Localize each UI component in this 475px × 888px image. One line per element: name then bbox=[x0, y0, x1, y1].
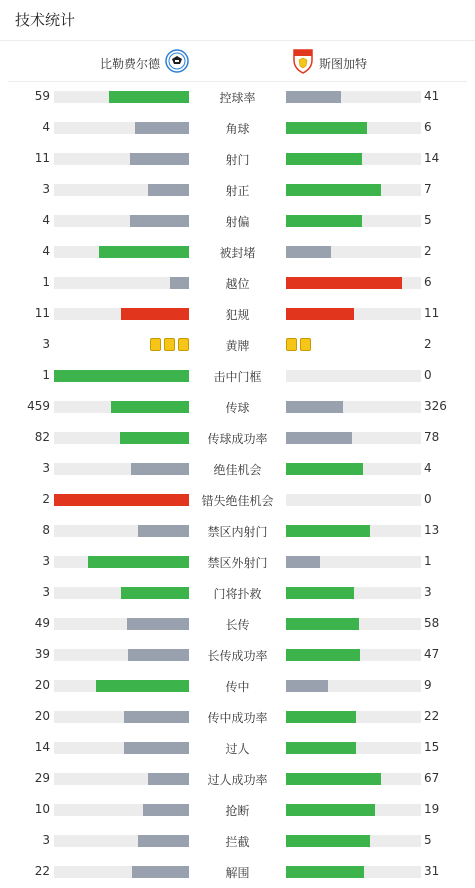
stat-label: 过人 bbox=[225, 742, 250, 756]
stat-label: 禁区外射门 bbox=[207, 556, 268, 570]
away-stat-value: 58 bbox=[424, 616, 440, 630]
stat-row bbox=[0, 87, 475, 107]
away-stat-bar-fill bbox=[286, 463, 363, 475]
away-stat-value: 31 bbox=[424, 864, 440, 878]
home-stat-bar-fill bbox=[88, 556, 189, 568]
away-stat-bar-fill bbox=[286, 773, 381, 785]
home-stat-bar-fill bbox=[120, 432, 189, 444]
away-stat-bar bbox=[286, 463, 421, 475]
stat-label: 绝佳机会 bbox=[213, 463, 262, 477]
home-stat-bar-fill bbox=[121, 587, 189, 599]
home-stat-bar bbox=[54, 215, 189, 227]
stat-row bbox=[0, 521, 475, 541]
home-stat-bar-fill bbox=[132, 866, 189, 878]
home-stat-bar bbox=[54, 184, 189, 196]
stat-row bbox=[0, 831, 475, 851]
away-stat-bar bbox=[286, 153, 421, 165]
home-stat-bar bbox=[54, 587, 189, 599]
away-stat-value: 47 bbox=[424, 647, 440, 661]
home-stat-bar bbox=[54, 835, 189, 847]
home-stat-bar-fill bbox=[99, 246, 189, 258]
away-stat-bar-fill bbox=[286, 618, 359, 630]
home-stat-value: 3 bbox=[42, 554, 50, 568]
home-stat-bar bbox=[54, 246, 189, 258]
away-stat-bar bbox=[286, 277, 421, 289]
home-stat-bar-fill bbox=[124, 742, 189, 754]
away-stat-bar bbox=[286, 587, 421, 599]
away-stat-value: 3 bbox=[424, 585, 432, 599]
away-stat-bar-fill bbox=[286, 246, 331, 258]
away-stat-bar bbox=[286, 773, 421, 785]
stat-row bbox=[0, 335, 475, 355]
stat-row bbox=[0, 676, 475, 696]
away-stat-bar bbox=[286, 246, 421, 258]
stat-label: 错失绝佳机会 bbox=[201, 494, 274, 508]
home-stat-value: 11 bbox=[34, 306, 50, 320]
home-stat-value: 39 bbox=[34, 647, 50, 661]
away-stat-bar bbox=[286, 432, 421, 444]
away-stat-value: 13 bbox=[424, 523, 440, 537]
stat-label: 击中门框 bbox=[213, 370, 262, 384]
home-stat-value: 49 bbox=[34, 616, 50, 630]
away-team[interactable] bbox=[292, 48, 367, 78]
stat-label: 被封堵 bbox=[219, 246, 256, 260]
away-stat-bar-fill bbox=[286, 91, 341, 103]
away-stat-value: 5 bbox=[424, 213, 432, 227]
away-stat-value: 78 bbox=[424, 430, 440, 444]
home-stat-bar bbox=[54, 804, 189, 816]
away-stat-bar-fill bbox=[286, 153, 362, 165]
stat-row bbox=[0, 862, 475, 882]
stat-label: 解围 bbox=[225, 866, 250, 880]
stat-row bbox=[0, 583, 475, 603]
yellow-card-icon bbox=[178, 338, 189, 351]
stat-row bbox=[0, 490, 475, 510]
away-stat-value: 9 bbox=[424, 678, 432, 692]
stat-label: 犯规 bbox=[225, 308, 250, 322]
home-stat-value: 1 bbox=[42, 275, 50, 289]
away-stat-bar bbox=[286, 618, 421, 630]
away-stat-bar bbox=[286, 804, 421, 816]
stat-label: 黄牌 bbox=[225, 339, 250, 353]
stat-row bbox=[0, 304, 475, 324]
home-stat-bar bbox=[54, 866, 189, 878]
home-stat-value: 4 bbox=[42, 120, 50, 134]
away-yellow-cards bbox=[286, 338, 311, 351]
header-divider bbox=[8, 81, 467, 82]
home-stat-value: 3 bbox=[42, 833, 50, 847]
stat-row bbox=[0, 769, 475, 789]
home-team-name: 比勒费尔德 bbox=[99, 56, 160, 71]
away-stat-bar bbox=[286, 370, 421, 382]
stat-row bbox=[0, 459, 475, 479]
home-stat-bar-fill bbox=[130, 153, 189, 165]
stat-label: 射门 bbox=[225, 153, 250, 167]
away-stat-value: 1 bbox=[424, 554, 432, 568]
away-stat-bar-fill bbox=[286, 525, 370, 537]
away-stat-value: 4 bbox=[424, 461, 432, 475]
home-stat-value: 14 bbox=[34, 740, 50, 754]
away-stat-value: 5 bbox=[424, 833, 432, 847]
stat-label: 门将扑救 bbox=[213, 587, 262, 601]
home-stat-bar bbox=[54, 122, 189, 134]
away-stat-bar bbox=[286, 122, 421, 134]
home-stat-bar bbox=[54, 153, 189, 165]
stat-label: 长传成功率 bbox=[207, 649, 268, 663]
yellow-card-icon bbox=[164, 338, 175, 351]
home-stat-value: 4 bbox=[42, 244, 50, 258]
stat-label: 射偏 bbox=[225, 215, 250, 229]
home-stat-bar bbox=[54, 91, 189, 103]
away-stat-bar-fill bbox=[286, 804, 375, 816]
stat-label: 禁区内射门 bbox=[207, 525, 268, 539]
away-stat-bar bbox=[286, 215, 421, 227]
home-stat-bar-fill bbox=[109, 91, 189, 103]
away-stat-bar-fill bbox=[286, 215, 362, 227]
home-stat-bar-fill bbox=[111, 401, 189, 413]
home-stat-bar bbox=[54, 773, 189, 785]
away-stat-value: 2 bbox=[424, 244, 432, 258]
away-stat-bar bbox=[286, 649, 421, 661]
arminia-bielefeld-badge-icon bbox=[165, 49, 189, 77]
stat-label: 控球率 bbox=[219, 91, 256, 105]
stat-label: 角球 bbox=[225, 122, 250, 136]
home-stat-value: 2 bbox=[42, 492, 50, 506]
home-stat-bar-fill bbox=[96, 680, 189, 692]
home-stat-value: 29 bbox=[34, 771, 50, 785]
away-stat-value: 6 bbox=[424, 275, 432, 289]
home-stat-value: 4 bbox=[42, 213, 50, 227]
home-stat-value: 3 bbox=[42, 337, 50, 351]
away-stat-value: 2 bbox=[424, 337, 432, 351]
away-stat-bar-fill bbox=[286, 649, 360, 661]
home-stat-value: 22 bbox=[34, 864, 50, 878]
away-stat-bar-fill bbox=[286, 587, 354, 599]
away-stat-bar bbox=[286, 401, 421, 413]
home-stat-bar-fill bbox=[130, 215, 189, 227]
home-stat-bar-fill bbox=[148, 184, 189, 196]
away-stat-value: 15 bbox=[424, 740, 440, 754]
stat-row bbox=[0, 366, 475, 386]
home-stat-bar-fill bbox=[138, 835, 189, 847]
home-stat-value: 82 bbox=[34, 430, 50, 444]
home-stat-bar-fill bbox=[170, 277, 189, 289]
home-stat-bar-fill bbox=[127, 618, 189, 630]
home-stat-bar bbox=[54, 308, 189, 320]
home-stat-value: 459 bbox=[27, 399, 50, 413]
home-stat-bar bbox=[54, 432, 189, 444]
home-stat-value: 1 bbox=[42, 368, 50, 382]
stat-label: 传球成功率 bbox=[207, 432, 268, 446]
away-stat-value: 326 bbox=[424, 399, 447, 413]
stat-row bbox=[0, 428, 475, 448]
home-stat-bar-fill bbox=[124, 711, 189, 723]
away-stat-bar-fill bbox=[286, 866, 364, 878]
home-stat-bar-fill bbox=[138, 525, 189, 537]
away-stat-bar bbox=[286, 680, 421, 692]
away-stat-bar bbox=[286, 866, 421, 878]
yellow-card-icon bbox=[300, 338, 311, 351]
yellow-card-icon bbox=[286, 338, 297, 351]
page-title: 技术统计 bbox=[15, 11, 76, 29]
home-yellow-cards bbox=[150, 338, 189, 351]
home-stat-bar bbox=[54, 370, 189, 382]
home-stat-bar bbox=[54, 680, 189, 692]
home-stat-bar bbox=[54, 277, 189, 289]
stat-row bbox=[0, 242, 475, 262]
home-team[interactable] bbox=[100, 49, 189, 77]
away-stat-bar-fill bbox=[286, 432, 352, 444]
away-stat-bar-fill bbox=[286, 401, 343, 413]
home-stat-bar bbox=[54, 711, 189, 723]
away-stat-value: 41 bbox=[424, 89, 440, 103]
stat-row bbox=[0, 149, 475, 169]
home-stat-bar bbox=[54, 649, 189, 661]
home-stat-bar bbox=[54, 618, 189, 630]
away-stat-bar-fill bbox=[286, 711, 356, 723]
away-stat-bar bbox=[286, 184, 421, 196]
home-stat-bar-fill bbox=[143, 804, 189, 816]
home-stat-bar-fill bbox=[131, 463, 189, 475]
stat-label: 传球 bbox=[225, 401, 250, 415]
stat-label: 越位 bbox=[225, 277, 250, 291]
away-stat-bar-fill bbox=[286, 835, 370, 847]
away-stat-bar-fill bbox=[286, 742, 356, 754]
stat-label: 长传 bbox=[225, 618, 250, 632]
stat-row bbox=[0, 800, 475, 820]
stat-row bbox=[0, 397, 475, 417]
stat-row bbox=[0, 738, 475, 758]
teams-header bbox=[0, 44, 475, 78]
home-stat-value: 3 bbox=[42, 585, 50, 599]
home-stat-value: 20 bbox=[34, 678, 50, 692]
away-stat-bar bbox=[286, 835, 421, 847]
away-stat-bar bbox=[286, 711, 421, 723]
away-stat-value: 19 bbox=[424, 802, 440, 816]
away-stat-bar bbox=[286, 494, 421, 506]
home-stat-bar bbox=[54, 525, 189, 537]
away-stat-value: 0 bbox=[424, 492, 432, 506]
home-stat-value: 20 bbox=[34, 709, 50, 723]
stat-label: 过人成功率 bbox=[207, 773, 268, 787]
stat-label: 抢断 bbox=[225, 804, 250, 818]
away-stat-value: 67 bbox=[424, 771, 440, 785]
home-stat-bar-fill bbox=[54, 494, 189, 506]
stat-row bbox=[0, 211, 475, 231]
away-stat-bar bbox=[286, 742, 421, 754]
home-stat-bar bbox=[54, 401, 189, 413]
home-stat-bar bbox=[54, 463, 189, 475]
away-stat-value: 22 bbox=[424, 709, 440, 723]
away-stat-value: 14 bbox=[424, 151, 440, 165]
home-stat-bar-fill bbox=[135, 122, 189, 134]
stat-row bbox=[0, 273, 475, 293]
stat-label: 射正 bbox=[225, 184, 250, 198]
away-stat-bar-fill bbox=[286, 556, 320, 568]
stat-row bbox=[0, 707, 475, 727]
away-stat-bar-fill bbox=[286, 122, 367, 134]
stat-label: 传中 bbox=[225, 680, 250, 694]
home-stat-value: 3 bbox=[42, 182, 50, 196]
vfb-stuttgart-badge-icon bbox=[292, 48, 314, 78]
yellow-card-icon bbox=[150, 338, 161, 351]
away-stat-bar bbox=[286, 91, 421, 103]
title-divider bbox=[0, 40, 475, 41]
home-stat-bar-fill bbox=[128, 649, 189, 661]
away-stat-value: 7 bbox=[424, 182, 432, 196]
home-stat-bar bbox=[54, 556, 189, 568]
home-stat-bar bbox=[54, 742, 189, 754]
stat-row bbox=[0, 552, 475, 572]
stat-row bbox=[0, 118, 475, 138]
home-stat-value: 59 bbox=[34, 89, 50, 103]
home-stat-bar-fill bbox=[121, 308, 189, 320]
home-stat-value: 11 bbox=[34, 151, 50, 165]
away-team-name: 斯图加特 bbox=[319, 56, 368, 71]
home-stat-value: 10 bbox=[34, 802, 50, 816]
away-stat-bar-fill bbox=[286, 308, 354, 320]
stat-row bbox=[0, 180, 475, 200]
home-stat-value: 8 bbox=[42, 523, 50, 537]
stat-row bbox=[0, 614, 475, 634]
away-stat-bar-fill bbox=[286, 277, 402, 289]
stat-label: 拦截 bbox=[225, 835, 250, 849]
stat-label: 传中成功率 bbox=[207, 711, 268, 725]
away-stat-value: 0 bbox=[424, 368, 432, 382]
away-stat-bar-fill bbox=[286, 184, 381, 196]
home-stat-bar-fill bbox=[148, 773, 189, 785]
away-stat-bar bbox=[286, 525, 421, 537]
away-stat-value: 11 bbox=[424, 306, 440, 320]
away-stat-bar bbox=[286, 556, 421, 568]
home-stat-bar bbox=[54, 494, 189, 506]
home-stat-bar-fill bbox=[54, 370, 189, 382]
away-stat-bar bbox=[286, 308, 421, 320]
stat-row bbox=[0, 645, 475, 665]
away-stat-bar-fill bbox=[286, 680, 328, 692]
home-stat-value: 3 bbox=[42, 461, 50, 475]
away-stat-value: 6 bbox=[424, 120, 432, 134]
